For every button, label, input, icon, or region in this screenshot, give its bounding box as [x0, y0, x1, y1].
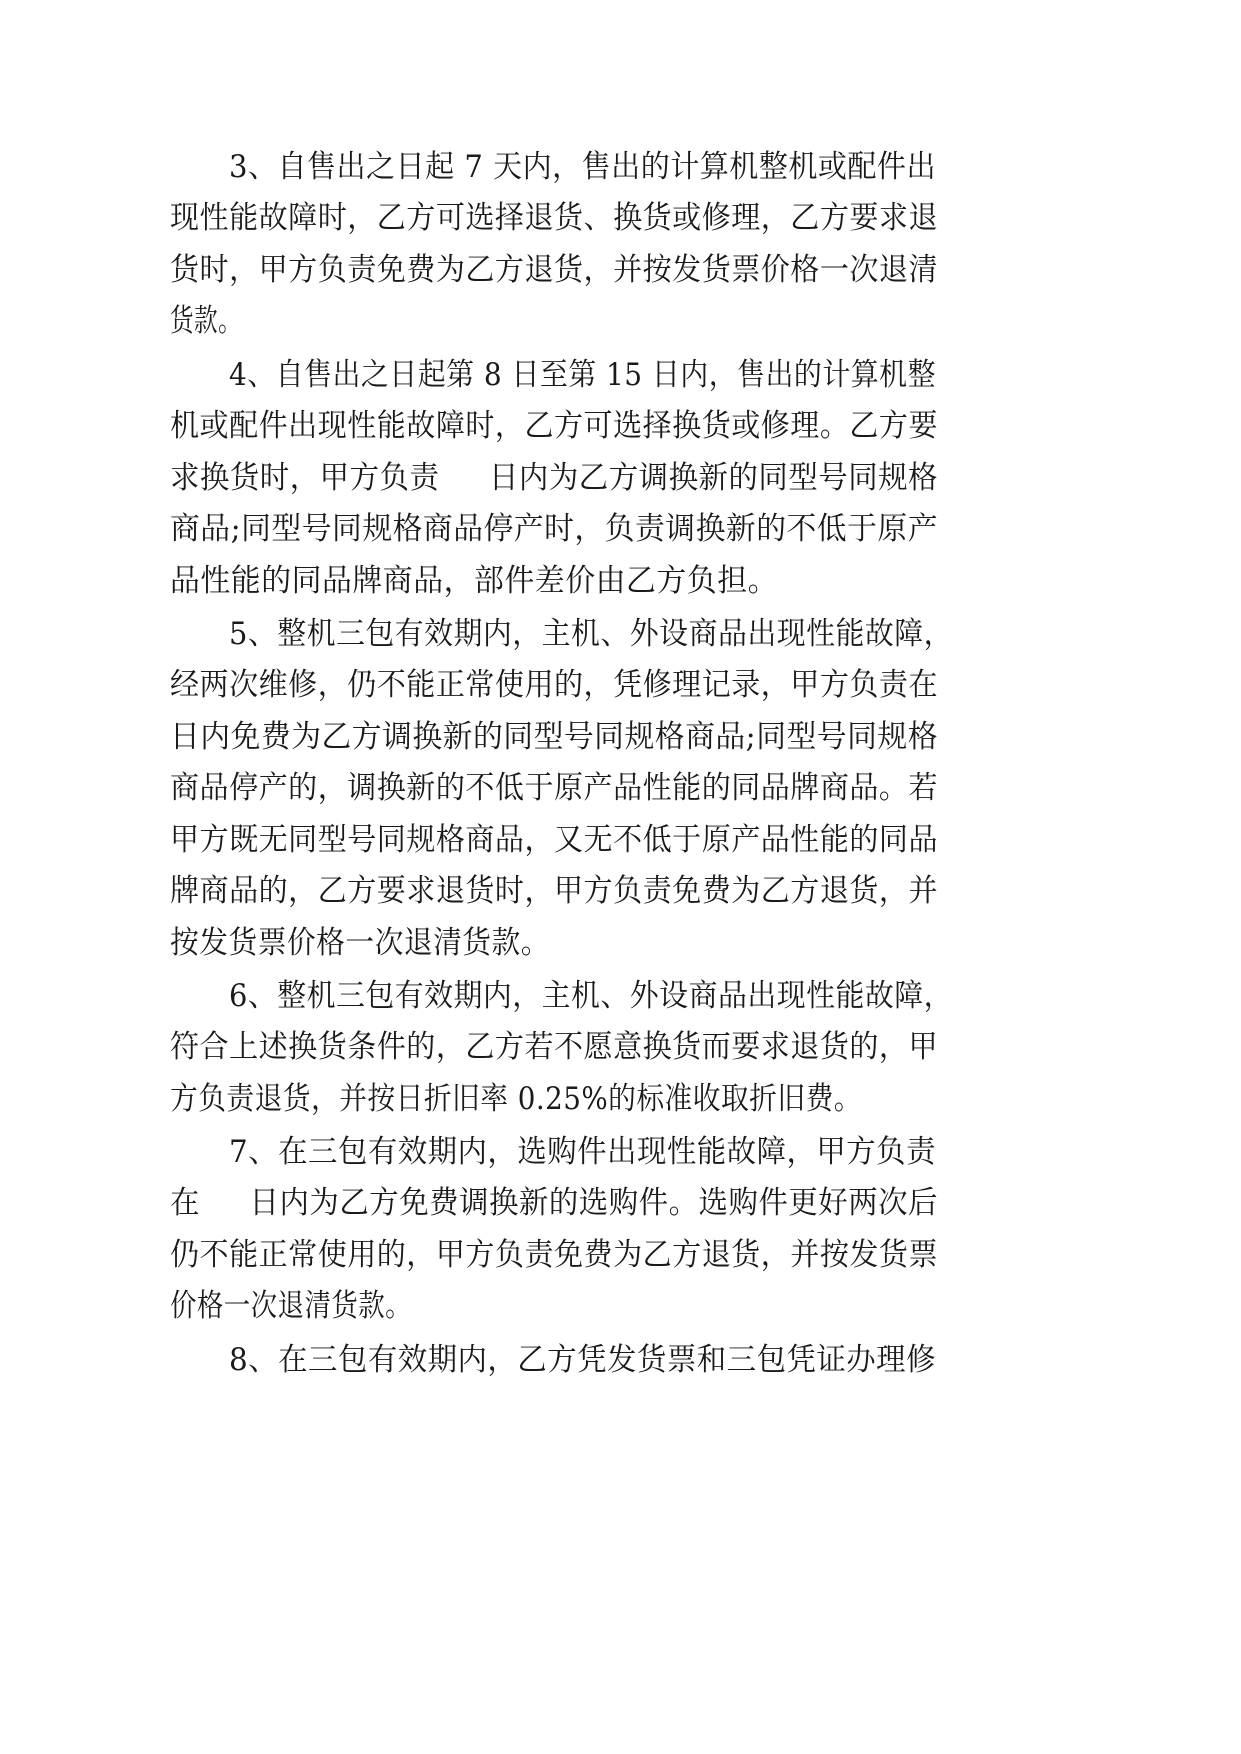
line-text: 现性能故障时，乙方可选择退货、换货或修理，乙方要求退 — [170, 200, 938, 236]
line-text: 机或配件出现性能故障时，乙方可选择换货或修理。乙方要 — [170, 408, 938, 444]
text-line — [0, 1281, 1241, 1331]
text-line — [0, 866, 1241, 916]
text-line — [0, 1074, 1241, 1124]
text-line — [0, 453, 1241, 503]
line-text: 商品停产的，调换新的不低于原产品性能的同品牌商品。若 — [170, 770, 938, 806]
text-line — [0, 296, 1241, 346]
text-line — [0, 660, 1241, 710]
line-text: 牌商品的，乙方要求退货时，甲方负责免费为乙方退货，并 — [170, 873, 938, 909]
line-text: 价格一次退清货款。 — [170, 1288, 412, 1324]
line-text: 5、整机三包有效期内，主机、外设商品出现性能故障， — [229, 616, 953, 652]
line-text: 甲方既无同型号同规格商品，又无不低于原产品性能的同品 — [170, 822, 938, 858]
text-line — [0, 609, 1241, 659]
text-line — [0, 193, 1241, 243]
line-text: 日内免费为乙方调换新的同型号同规格商品;同型号同规格 — [170, 719, 938, 755]
text-line — [0, 401, 1241, 451]
line-text: 按发货票价格一次退清货款。 — [170, 925, 550, 961]
line-text: 符合上述换货条件的，乙方若不愿意换货而要求退货的，甲 — [170, 1029, 938, 1065]
line-text: 商品;同型号同规格商品停产时，负责调换新的不低于原产 — [170, 511, 938, 547]
text-line — [0, 712, 1241, 762]
text-line — [0, 815, 1241, 865]
line-text: 品性能的同品牌商品，部件差价由乙方负担。 — [170, 563, 778, 599]
text-line — [0, 971, 1241, 1021]
line-text: 方负责退货，并按日折旧率 0.25%的标准收取折旧费。 — [170, 1081, 862, 1117]
text-line — [0, 142, 1241, 192]
text-line — [0, 1230, 1241, 1280]
line-text: 求换货时，甲方负责 日内为乙方调换新的同型号同规格 — [170, 460, 938, 496]
line-text: 货款。 — [170, 303, 242, 339]
text-line — [0, 245, 1241, 295]
text-line — [0, 918, 1241, 968]
line-text: 仍不能正常使用的，甲方负责免费为乙方退货，并按发货票 — [170, 1237, 938, 1273]
line-text: 4、自售出之日起第 8 日至第 15 日内，售出的计算机整 — [229, 357, 936, 393]
text-line — [0, 1127, 1241, 1177]
text-line — [0, 1022, 1241, 1072]
line-text: 在 日内为乙方免费调换新的选购件。选购件更好两次后 — [170, 1185, 938, 1221]
text-line — [0, 556, 1241, 606]
text-line — [0, 1178, 1241, 1228]
line-text: 6、整机三包有效期内，主机、外设商品出现性能故障， — [229, 978, 953, 1014]
text-line — [0, 504, 1241, 554]
line-text: 经两次维修，仍不能正常使用的，凭修理记录，甲方负责在 — [170, 667, 938, 703]
line-text: 7、在三包有效期内，选购件出现性能故障，甲方负责 — [229, 1134, 936, 1170]
line-text: 货时，甲方负责免费为乙方退货，并按发货票价格一次退清 — [170, 252, 938, 288]
text-line — [0, 763, 1241, 813]
line-text: 3、自售出之日起 7 天内，售出的计算机整机或配件出 — [229, 149, 936, 185]
line-text: 8、在三包有效期内，乙方凭发货票和三包凭证办理修 — [229, 1342, 936, 1378]
text-line — [0, 350, 1241, 400]
text-line — [0, 1335, 1241, 1385]
